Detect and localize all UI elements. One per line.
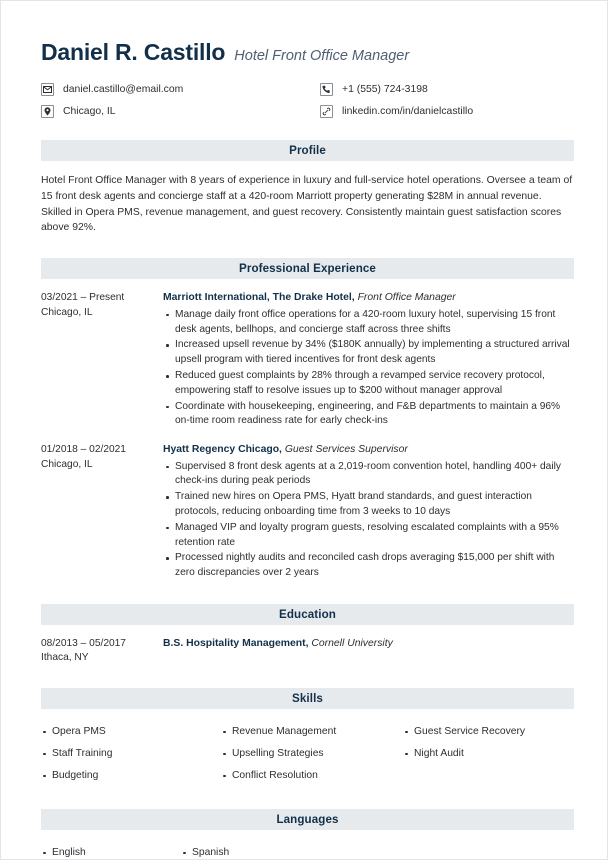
education-list [41,637,574,666]
link-icon [320,105,333,118]
section-header-profile [41,140,574,161]
entry-body [163,637,574,666]
entry-organization: Hyatt Regency Chicago, [163,444,282,456]
entry-heading [163,291,574,306]
contact-phone[interactable] [320,83,574,96]
entry-role: Guest Services Supervisor [281,444,408,456]
contact-linkedin-text: linkedin.com/in/danielcastillo [342,106,474,117]
profile-summary: Hotel Front Office Manager with 8 years of experience in luxury and full-service hotel operations. Oversee a team of 15 front desk agents and concierge staff at a 420-room Marriott property generating $28M in annual revenue. Skilled in Opera PMS, revenue management, and guest recovery. Consistently maintain guest satisfaction scores above 92%. [41,175,573,234]
languages-list [41,842,574,860]
skill-item: Conflict Resolution [221,765,403,787]
entry-meta [41,637,163,666]
contact-email[interactable] [41,83,320,96]
entry-organization: B.S. Hospitality Management, [163,637,309,649]
candidate-job-title: Hotel Front Office Manager [234,48,410,64]
section-title: Education [279,607,336,621]
entry [41,443,574,582]
entry-organization: Marriott International, The Drake Hotel, [163,292,355,304]
entry-meta [41,443,163,582]
section-header-experience [41,258,574,279]
section-title: Languages [276,812,339,826]
section-header-languages [41,809,574,830]
entry-location: Ithaca, NY [41,652,89,664]
language-item: Spanish [181,842,574,860]
skill-item: Staff Training [41,743,221,765]
envelope-icon [41,83,54,96]
skills-list [41,721,574,787]
bullet-item: Trained new hires on Opera PMS, Hyatt brand standards, and guest interaction protocols, reducing onboarding time from 3 weeks to 10 days [163,490,574,520]
contact-phone-text: +1 (555) 724-3198 [342,84,428,95]
entry-bullets [163,308,574,429]
section-title: Skills [292,691,323,705]
bullet-item: Manage daily front office operations for a 420-room luxury hotel, supervising 15 front desk agents, bellhops, and concierge staff across three shifts [163,308,574,338]
entry-body [163,291,574,430]
section-title: Professional Experience [239,262,376,276]
resume-header [41,39,574,66]
entry-heading [163,637,574,652]
candidate-name: Daniel R. Castillo [41,39,226,65]
skill-item: Revenue Management [221,721,403,743]
skill-item: Guest Service Recovery [403,721,574,743]
skill-item: Opera PMS [41,721,221,743]
contact-info [41,83,574,118]
section-title: Profile [289,144,326,157]
contact-location-text: Chicago, IL [63,106,116,117]
entry [41,291,574,430]
bullet-item: Supervised 8 front desk agents at a 2,019-room convention hotel, handling 400+ daily check-ins during peak periods [163,460,574,490]
phone-icon [320,83,333,96]
entry-dates: 01/2018 – 02/2021 [41,444,126,456]
experience-list [41,291,574,582]
skill-item: Upselling Strategies [221,743,403,765]
entry-dates: 03/2021 – Present [41,292,125,304]
entry-body [163,443,574,582]
skill-item: Night Audit [403,743,574,765]
bullet-item: Coordinate with housekeeping, engineering, and F&B departments to maintain a 96% on-time room readiness rate for early check-ins [163,400,574,430]
contact-email-text: daniel.castillo@email.com [63,84,184,95]
entry-heading [163,443,574,458]
entry-location: Chicago, IL [41,458,93,470]
section-header-skills [41,688,574,709]
location-pin-icon [41,105,54,118]
section-header-education [41,604,574,625]
entry [41,637,574,666]
bullet-item: Processed nightly audits and reconciled cash drops averaging $15,000 per shift with zero discrepancies over 2 years [163,551,574,581]
bullet-item: Increased upsell revenue by 34% ($180K annually) by implementing a structured arrival upsell program with tiered incentives for front desk agents [163,338,574,368]
entry-role: Cornell University [308,637,393,649]
bullet-item: Managed VIP and loyalty program guests, resolving escalated complaints with a 95% retention rate [163,521,574,551]
entry-role: Front Office Manager [354,292,456,304]
language-item: English [41,842,181,860]
skill-item: Budgeting [41,765,221,787]
entry-location: Chicago, IL [41,306,93,318]
contact-linkedin[interactable] [320,105,574,118]
entry-bullets [163,460,574,581]
entry-dates: 08/2013 – 05/2017 [41,637,126,649]
bullet-item: Reduced guest complaints by 28% through a revamped service recovery protocol, empowering staff to resolve issues up to $200 without manager approval [163,369,574,399]
contact-location [41,105,320,118]
entry-meta [41,291,163,430]
